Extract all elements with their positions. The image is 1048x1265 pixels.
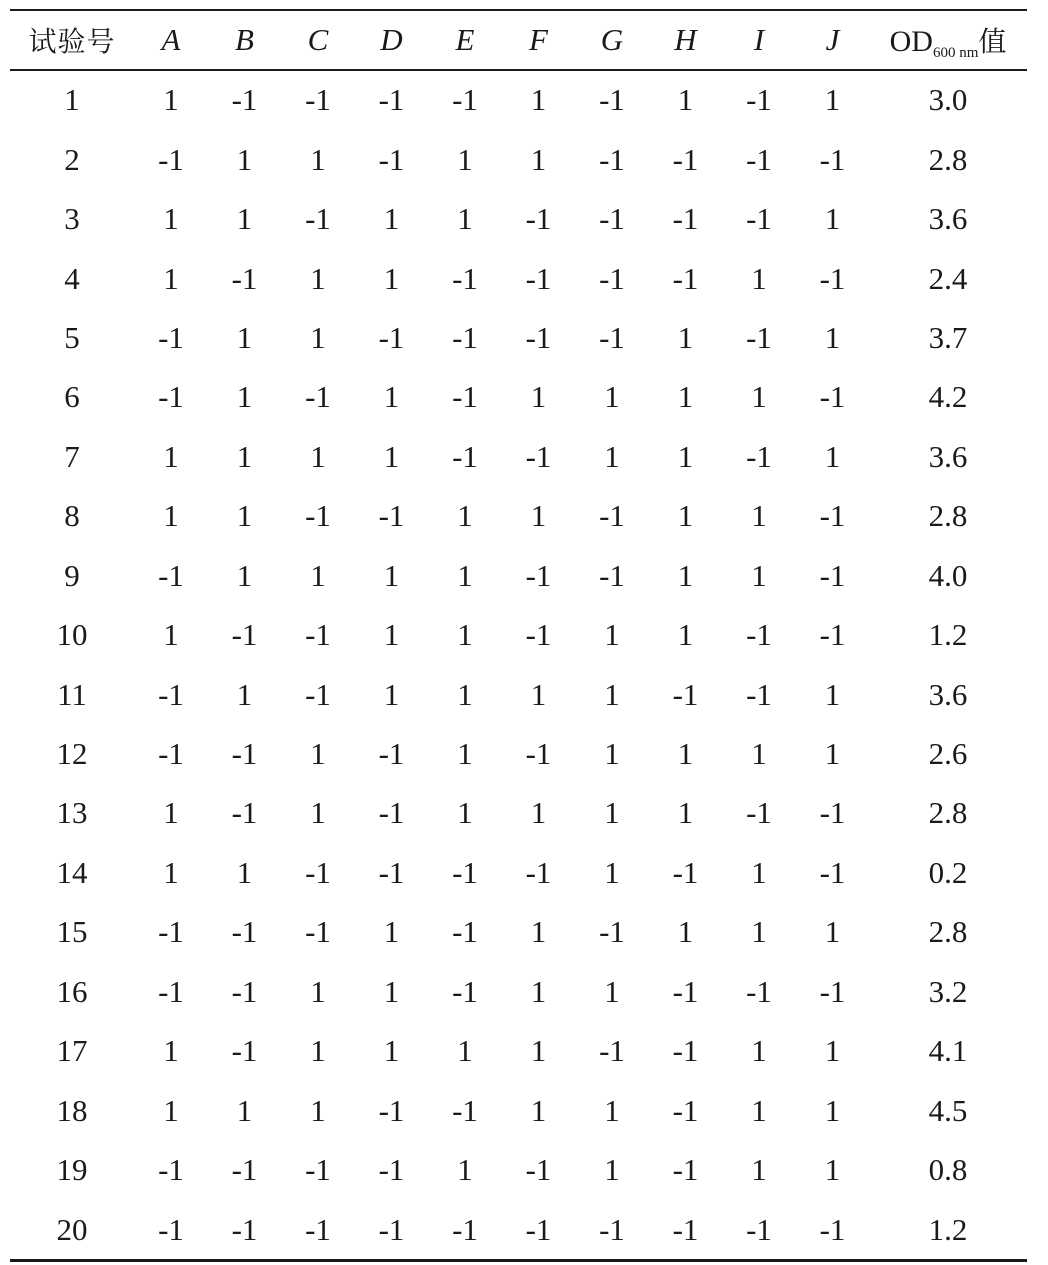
table-row bbox=[10, 962, 1027, 1021]
factor-level-cell: -1 bbox=[378, 854, 405, 890]
factor-level-cell: -1 bbox=[819, 141, 846, 177]
trial-number-cell: 16 bbox=[56, 973, 88, 1009]
table-row bbox=[10, 724, 1027, 783]
trial-number-cell: 8 bbox=[64, 498, 80, 534]
factor-level-cell: 1 bbox=[530, 973, 547, 1009]
factor-level-cell: -1 bbox=[158, 676, 184, 712]
od-value-cell: 3.6 bbox=[928, 201, 968, 237]
factor-level-cell: 1 bbox=[677, 736, 694, 772]
trial-number-cell: 2 bbox=[64, 141, 80, 177]
factor-level-cell: -1 bbox=[819, 854, 846, 890]
factor-level-cell: -1 bbox=[305, 82, 331, 118]
factor-level-cell: 1 bbox=[383, 438, 400, 474]
factor-level-cell: 1 bbox=[236, 854, 253, 890]
header-od-suffix: 值 bbox=[978, 25, 1007, 58]
table-row bbox=[10, 427, 1027, 486]
factor-level-cell: -1 bbox=[672, 201, 699, 237]
od-value-cell: 0.8 bbox=[928, 1152, 968, 1188]
factor-level-cell: -1 bbox=[819, 260, 846, 296]
factor-level-cell: 1 bbox=[310, 795, 326, 831]
factor-level-cell: 1 bbox=[824, 319, 841, 355]
factor-level-cell: 1 bbox=[604, 676, 620, 712]
factor-level-cell: -1 bbox=[819, 557, 846, 593]
factor-level-cell: -1 bbox=[231, 1152, 258, 1188]
factor-level-cell: -1 bbox=[378, 736, 405, 772]
factor-level-cell: 1 bbox=[163, 617, 179, 653]
table-row bbox=[10, 249, 1027, 308]
header-factor-j: J bbox=[825, 22, 840, 57]
factor-level-cell: -1 bbox=[452, 260, 478, 296]
factor-level-cell: -1 bbox=[158, 973, 184, 1009]
factor-level-cell: 1 bbox=[383, 676, 400, 712]
factor-level-cell: 1 bbox=[383, 1033, 400, 1069]
trial-number-cell: 17 bbox=[56, 1033, 88, 1069]
factor-level-cell: -1 bbox=[378, 82, 405, 118]
factor-level-cell: -1 bbox=[231, 795, 258, 831]
factor-level-cell: 1 bbox=[236, 379, 253, 415]
od-value-cell: 2.8 bbox=[928, 795, 968, 831]
factor-level-cell: -1 bbox=[599, 260, 625, 296]
factor-level-cell: 1 bbox=[751, 498, 767, 534]
factor-level-cell: 1 bbox=[163, 82, 179, 118]
trial-number-cell: 14 bbox=[56, 854, 88, 890]
factor-level-cell: -1 bbox=[746, 795, 772, 831]
factor-level-cell: 1 bbox=[824, 82, 841, 118]
factor-level-cell: 1 bbox=[457, 617, 473, 653]
factor-level-cell: 1 bbox=[751, 557, 767, 593]
factor-level-cell: 1 bbox=[236, 438, 253, 474]
factor-level-cell: -1 bbox=[452, 1211, 478, 1247]
factor-level-cell: -1 bbox=[305, 676, 331, 712]
factor-level-cell: -1 bbox=[599, 1211, 625, 1247]
factor-level-cell: -1 bbox=[305, 1152, 331, 1188]
factor-level-cell: -1 bbox=[599, 319, 625, 355]
factor-level-cell: -1 bbox=[231, 736, 258, 772]
od-value-cell: 4.1 bbox=[928, 1033, 968, 1069]
factor-level-cell: 1 bbox=[530, 498, 547, 534]
factor-level-cell: -1 bbox=[746, 1211, 772, 1247]
od-value-cell: 3.2 bbox=[928, 973, 968, 1009]
factor-level-cell: -1 bbox=[231, 973, 258, 1009]
factor-level-cell: 1 bbox=[604, 438, 620, 474]
factor-level-cell: -1 bbox=[305, 914, 331, 950]
factor-level-cell: -1 bbox=[452, 854, 478, 890]
factor-level-cell: -1 bbox=[231, 82, 258, 118]
table-row bbox=[10, 843, 1027, 902]
trial-number-cell: 19 bbox=[56, 1152, 88, 1188]
factor-level-cell: 1 bbox=[310, 438, 326, 474]
factor-level-cell: -1 bbox=[672, 973, 699, 1009]
factor-level-cell: 1 bbox=[530, 82, 547, 118]
factor-level-cell: 1 bbox=[457, 1152, 473, 1188]
factor-level-cell: 1 bbox=[163, 438, 179, 474]
table-row bbox=[10, 1022, 1027, 1081]
od-value-cell: 2.8 bbox=[928, 498, 968, 534]
table-row bbox=[10, 308, 1027, 367]
factor-level-cell: -1 bbox=[158, 557, 184, 593]
factor-level-cell: -1 bbox=[525, 438, 552, 474]
factor-level-cell: 1 bbox=[163, 1033, 179, 1069]
factor-level-cell: -1 bbox=[599, 557, 625, 593]
factor-level-cell: 1 bbox=[824, 201, 841, 237]
factor-level-cell: 1 bbox=[824, 1152, 841, 1188]
factor-level-cell: 1 bbox=[751, 1033, 767, 1069]
trial-number-cell: 3 bbox=[64, 201, 80, 237]
factor-level-cell: 1 bbox=[383, 914, 400, 950]
factor-level-cell: 1 bbox=[530, 676, 547, 712]
factor-level-cell: 1 bbox=[163, 854, 179, 890]
factor-level-cell: -1 bbox=[305, 201, 331, 237]
table-row bbox=[10, 665, 1027, 724]
factor-level-cell: 1 bbox=[457, 795, 473, 831]
table-row bbox=[10, 1200, 1027, 1259]
header-od-subscript: 600 nm bbox=[932, 45, 979, 61]
factor-level-cell: -1 bbox=[599, 82, 625, 118]
factor-level-cell: -1 bbox=[231, 1033, 258, 1069]
factor-level-cell: 1 bbox=[751, 854, 767, 890]
factor-level-cell: 1 bbox=[383, 617, 400, 653]
factor-level-cell: 1 bbox=[530, 1092, 547, 1128]
header-factor-i: I bbox=[753, 22, 765, 57]
factor-level-cell: 1 bbox=[457, 1033, 473, 1069]
factor-level-cell: -1 bbox=[158, 736, 184, 772]
header-trial-number: 试验号 bbox=[28, 25, 116, 58]
factor-level-cell: 1 bbox=[310, 973, 326, 1009]
factor-level-cell: -1 bbox=[452, 319, 478, 355]
table-body bbox=[10, 71, 1027, 1260]
trial-number-cell: 15 bbox=[56, 914, 88, 950]
factor-level-cell: -1 bbox=[378, 1092, 405, 1128]
factor-level-cell: -1 bbox=[305, 1211, 331, 1247]
factor-level-cell: 1 bbox=[457, 201, 473, 237]
factor-level-cell: -1 bbox=[525, 617, 552, 653]
factor-level-cell: -1 bbox=[378, 795, 405, 831]
factor-level-cell: 1 bbox=[824, 1033, 841, 1069]
factor-level-cell: -1 bbox=[452, 438, 478, 474]
factor-level-cell: -1 bbox=[305, 617, 331, 653]
factor-level-cell: -1 bbox=[452, 379, 478, 415]
factor-level-cell: 1 bbox=[677, 379, 694, 415]
factor-level-cell: -1 bbox=[819, 379, 846, 415]
header-factor-a: A bbox=[161, 22, 181, 57]
factor-level-cell: 1 bbox=[751, 1152, 767, 1188]
table-bottom-rule bbox=[10, 1259, 1027, 1262]
factor-level-cell: -1 bbox=[452, 82, 478, 118]
factor-level-cell: 1 bbox=[310, 736, 326, 772]
factor-level-cell: -1 bbox=[525, 736, 552, 772]
header-factor-e: E bbox=[455, 22, 475, 57]
factor-level-cell: -1 bbox=[305, 854, 331, 890]
header-od-main: OD bbox=[889, 25, 933, 58]
table-row bbox=[10, 71, 1027, 130]
factor-level-cell: 1 bbox=[236, 557, 253, 593]
od-value-cell: 3.7 bbox=[928, 319, 968, 355]
factor-level-cell: 1 bbox=[310, 1092, 326, 1128]
factor-level-cell: 1 bbox=[383, 379, 400, 415]
factor-level-cell: 1 bbox=[163, 795, 179, 831]
factor-level-cell: 1 bbox=[604, 617, 620, 653]
factor-level-cell: 1 bbox=[457, 498, 473, 534]
factor-level-cell: 1 bbox=[751, 260, 767, 296]
factor-level-cell: 1 bbox=[236, 141, 253, 177]
factor-level-cell: -1 bbox=[746, 82, 772, 118]
factor-level-cell: -1 bbox=[231, 1211, 258, 1247]
trial-number-cell: 4 bbox=[64, 260, 80, 296]
factor-level-cell: -1 bbox=[672, 676, 699, 712]
factor-level-cell: -1 bbox=[305, 379, 331, 415]
factor-level-cell: -1 bbox=[819, 973, 846, 1009]
factor-level-cell: 1 bbox=[530, 914, 547, 950]
od-value-cell: 2.6 bbox=[928, 736, 968, 772]
factor-level-cell: 1 bbox=[310, 141, 326, 177]
design-table bbox=[10, 9, 1027, 1262]
factor-level-cell: -1 bbox=[599, 201, 625, 237]
header-od-value bbox=[869, 11, 1027, 69]
factor-level-cell: 1 bbox=[677, 914, 694, 950]
factor-level-cell: 1 bbox=[236, 319, 253, 355]
factor-level-cell: -1 bbox=[378, 498, 405, 534]
factor-level-cell: 1 bbox=[604, 1152, 620, 1188]
factor-level-cell: 1 bbox=[751, 1092, 767, 1128]
factor-level-cell: 1 bbox=[163, 201, 179, 237]
factor-level-cell: -1 bbox=[599, 914, 625, 950]
factor-level-cell: -1 bbox=[672, 141, 699, 177]
factor-level-cell: -1 bbox=[525, 319, 552, 355]
factor-level-cell: 1 bbox=[163, 1092, 179, 1128]
od-value-cell: 4.0 bbox=[928, 557, 968, 593]
factor-level-cell: -1 bbox=[599, 498, 625, 534]
od-value-cell: 3.0 bbox=[928, 82, 968, 118]
factor-level-cell: -1 bbox=[231, 617, 258, 653]
header-factor-c: C bbox=[307, 22, 329, 57]
factor-level-cell: 1 bbox=[677, 557, 694, 593]
table-row bbox=[10, 903, 1027, 962]
table-row bbox=[10, 1081, 1027, 1140]
header-row bbox=[10, 11, 1027, 69]
factor-level-cell: 1 bbox=[604, 736, 620, 772]
factor-level-cell: -1 bbox=[672, 1033, 699, 1069]
factor-level-cell: -1 bbox=[746, 438, 772, 474]
factor-level-cell: 1 bbox=[604, 973, 620, 1009]
factor-level-cell: -1 bbox=[525, 557, 552, 593]
factor-level-cell: 1 bbox=[310, 1033, 326, 1069]
table-row bbox=[10, 130, 1027, 189]
factor-level-cell: -1 bbox=[599, 1033, 625, 1069]
table-row bbox=[10, 368, 1027, 427]
factor-level-cell: 1 bbox=[163, 498, 179, 534]
factor-level-cell: 1 bbox=[751, 914, 767, 950]
factor-level-cell: -1 bbox=[746, 141, 772, 177]
factor-level-cell: 1 bbox=[383, 260, 400, 296]
factor-level-cell: 1 bbox=[604, 1092, 620, 1128]
od-value-cell: 2.8 bbox=[928, 914, 968, 950]
trial-number-cell: 10 bbox=[56, 617, 88, 653]
factor-level-cell: -1 bbox=[746, 319, 772, 355]
factor-level-cell: -1 bbox=[158, 914, 184, 950]
factor-level-cell: 1 bbox=[457, 676, 473, 712]
trial-number-cell: 20 bbox=[56, 1211, 88, 1247]
factor-level-cell: 1 bbox=[824, 914, 841, 950]
factor-level-cell: -1 bbox=[746, 617, 772, 653]
factor-level-cell: -1 bbox=[231, 914, 258, 950]
factor-level-cell: 1 bbox=[604, 795, 620, 831]
factor-level-cell: -1 bbox=[378, 141, 405, 177]
factor-level-cell: 1 bbox=[824, 1092, 841, 1128]
trial-number-cell: 18 bbox=[56, 1092, 88, 1128]
factor-level-cell: 1 bbox=[236, 676, 253, 712]
factor-level-cell: 1 bbox=[383, 201, 400, 237]
factor-level-cell: 1 bbox=[530, 141, 547, 177]
table-row bbox=[10, 487, 1027, 546]
od-value-cell: 4.5 bbox=[928, 1092, 968, 1128]
trial-number-cell: 6 bbox=[64, 379, 80, 415]
trial-number-cell: 12 bbox=[56, 736, 88, 772]
table-row bbox=[10, 784, 1027, 843]
factor-level-cell: 1 bbox=[236, 201, 253, 237]
factor-level-cell: -1 bbox=[672, 1092, 699, 1128]
od-value-cell: 4.2 bbox=[928, 379, 968, 415]
factor-level-cell: -1 bbox=[746, 201, 772, 237]
factor-level-cell: 1 bbox=[824, 438, 841, 474]
table-row bbox=[10, 605, 1027, 664]
factor-level-cell: 1 bbox=[824, 736, 841, 772]
factor-level-cell: -1 bbox=[672, 1152, 699, 1188]
factor-level-cell: 1 bbox=[604, 379, 620, 415]
header-factor-g: G bbox=[600, 22, 624, 57]
factor-level-cell: 1 bbox=[457, 736, 473, 772]
factor-level-cell: 1 bbox=[236, 498, 253, 534]
od-value-cell: 2.4 bbox=[928, 260, 968, 296]
factor-level-cell: 1 bbox=[751, 736, 767, 772]
od-value-cell: 1.2 bbox=[928, 617, 968, 653]
factor-level-cell: -1 bbox=[819, 1211, 846, 1247]
factor-level-cell: -1 bbox=[672, 1211, 699, 1247]
od-value-cell: 3.6 bbox=[928, 438, 968, 474]
trial-number-cell: 7 bbox=[64, 438, 80, 474]
factor-level-cell: 1 bbox=[457, 141, 473, 177]
plackett-burman-table bbox=[10, 11, 1027, 1259]
factor-level-cell: 1 bbox=[677, 795, 694, 831]
factor-level-cell: -1 bbox=[452, 914, 478, 950]
factor-level-cell: 1 bbox=[236, 1092, 253, 1128]
factor-level-cell: 1 bbox=[677, 319, 694, 355]
factor-level-cell: 1 bbox=[310, 319, 326, 355]
factor-level-cell: -1 bbox=[158, 319, 184, 355]
factor-level-cell: -1 bbox=[378, 1152, 405, 1188]
factor-level-cell: 1 bbox=[163, 260, 179, 296]
factor-level-cell: -1 bbox=[525, 201, 552, 237]
table-row bbox=[10, 546, 1027, 605]
od-value-cell: 2.8 bbox=[928, 141, 968, 177]
factor-level-cell: 1 bbox=[457, 557, 473, 593]
factor-level-cell: 1 bbox=[824, 676, 841, 712]
factor-level-cell: -1 bbox=[525, 854, 552, 890]
factor-level-cell: -1 bbox=[746, 676, 772, 712]
factor-level-cell: -1 bbox=[378, 1211, 405, 1247]
table-row bbox=[10, 1140, 1027, 1199]
factor-level-cell: -1 bbox=[746, 973, 772, 1009]
factor-level-cell: -1 bbox=[158, 1152, 184, 1188]
factor-level-cell: 1 bbox=[383, 557, 400, 593]
factor-level-cell: 1 bbox=[677, 82, 694, 118]
od-value-cell: 3.6 bbox=[928, 676, 968, 712]
factor-level-cell: 1 bbox=[677, 498, 694, 534]
factor-level-cell: 1 bbox=[383, 973, 400, 1009]
factor-level-cell: 1 bbox=[677, 617, 694, 653]
factor-level-cell: 1 bbox=[310, 260, 326, 296]
factor-level-cell: -1 bbox=[819, 795, 846, 831]
factor-level-cell: -1 bbox=[819, 498, 846, 534]
factor-level-cell: -1 bbox=[672, 260, 699, 296]
header-factor-h: H bbox=[674, 22, 697, 57]
factor-level-cell: -1 bbox=[525, 1211, 552, 1247]
trial-number-cell: 5 bbox=[64, 319, 80, 355]
factor-level-cell: 1 bbox=[530, 379, 547, 415]
header-factor-d: D bbox=[380, 22, 403, 57]
factor-level-cell: -1 bbox=[819, 617, 846, 653]
factor-level-cell: -1 bbox=[158, 1211, 184, 1247]
factor-level-cell: 1 bbox=[604, 854, 620, 890]
factor-level-cell: 1 bbox=[530, 795, 547, 831]
factor-level-cell: -1 bbox=[378, 319, 405, 355]
trial-number-cell: 1 bbox=[64, 82, 80, 118]
header-factor-b: B bbox=[235, 22, 254, 57]
factor-level-cell: 1 bbox=[310, 557, 326, 593]
factor-level-cell: -1 bbox=[672, 854, 699, 890]
factor-level-cell: 1 bbox=[751, 379, 767, 415]
factor-level-cell: -1 bbox=[452, 1092, 478, 1128]
factor-level-cell: -1 bbox=[525, 1152, 552, 1188]
table-row bbox=[10, 189, 1027, 248]
factor-level-cell: -1 bbox=[231, 260, 258, 296]
factor-level-cell: -1 bbox=[525, 260, 552, 296]
od-value-cell: 0.2 bbox=[928, 854, 968, 890]
factor-level-cell: -1 bbox=[158, 141, 184, 177]
trial-number-cell: 9 bbox=[64, 557, 80, 593]
factor-level-cell: -1 bbox=[158, 379, 184, 415]
factor-level-cell: 1 bbox=[530, 1033, 547, 1069]
factor-level-cell: -1 bbox=[599, 141, 625, 177]
trial-number-cell: 11 bbox=[57, 676, 87, 712]
trial-number-cell: 13 bbox=[56, 795, 88, 831]
header-factor-f: F bbox=[529, 22, 548, 57]
factor-level-cell: 1 bbox=[677, 438, 694, 474]
factor-level-cell: -1 bbox=[305, 498, 331, 534]
od-value-cell: 1.2 bbox=[928, 1211, 968, 1247]
factor-level-cell: -1 bbox=[452, 973, 478, 1009]
